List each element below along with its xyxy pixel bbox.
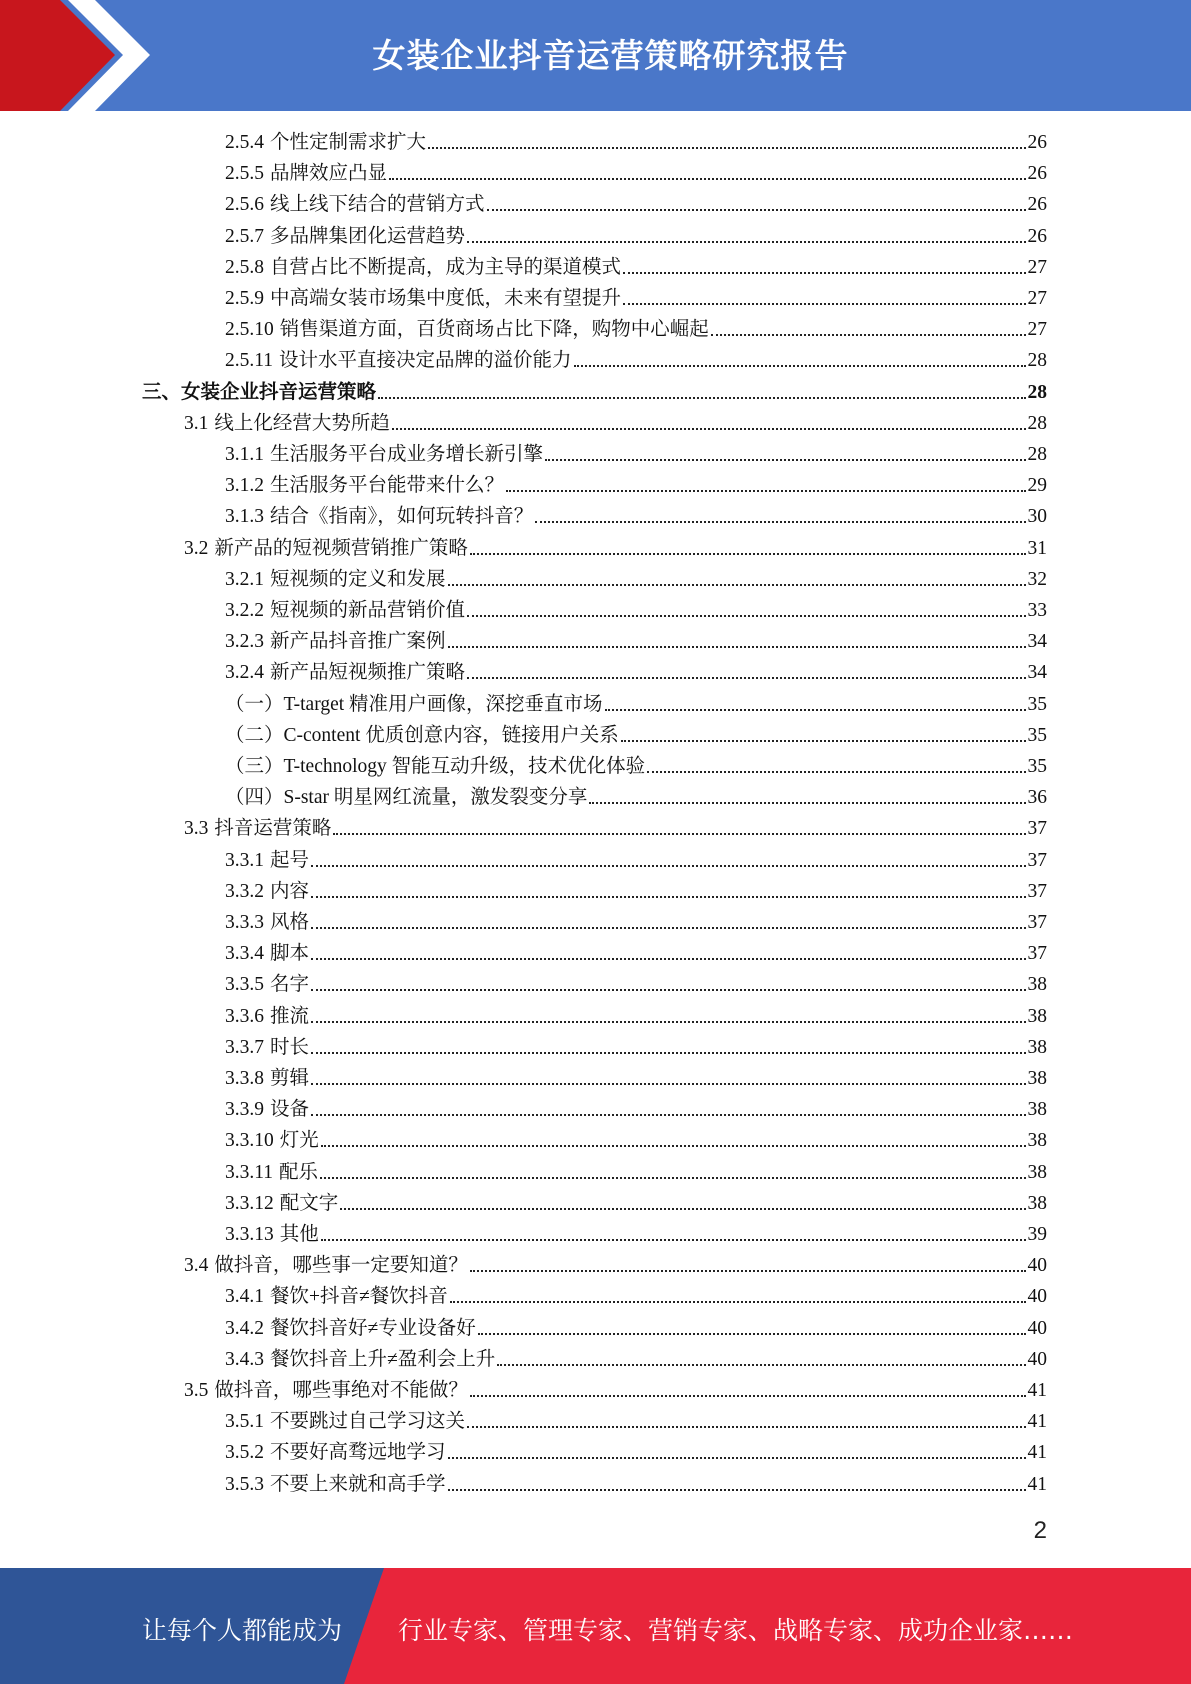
toc-entry[interactable]: [225, 782, 1047, 813]
toc-entry-label: [225, 1469, 446, 1500]
toc-entry[interactable]: [225, 845, 1047, 876]
toc-entry-number: 2.5.10: [225, 319, 274, 340]
toc-entry-label: [225, 876, 309, 907]
toc-leader-dots: [450, 1301, 1026, 1303]
toc-entry-page: 28: [1027, 444, 1047, 465]
footer-slogan-right: 行业专家、管理专家、营销专家、战略专家、成功企业家……: [398, 1616, 1074, 1645]
toc-entry-label: [184, 533, 468, 564]
toc-entry-page: 31: [1027, 538, 1047, 559]
toc-entry-number: 2.5.8: [225, 257, 264, 278]
toc-leader-dots: [623, 303, 1025, 305]
toc-entry-label: [225, 1406, 465, 1437]
toc-entry-page: 38: [1027, 1099, 1047, 1120]
toc-leader-dots: [340, 1208, 1025, 1210]
toc-entry-number: 3.3.10: [225, 1130, 274, 1151]
toc-entry-title: 不要上来就和高手学: [270, 1474, 446, 1495]
toc-entry-title: 其他: [279, 1224, 319, 1245]
toc-entry-page: 41: [1027, 1474, 1047, 1495]
toc-entry-title: （二）C-content 优质创意内容，链接用户关系: [225, 725, 619, 746]
toc-entry-page: 36: [1027, 787, 1047, 808]
toc-entry-title: 新产品的短视频营销推广策略: [214, 538, 468, 559]
toc-entry-label: [225, 314, 709, 345]
toc-entry-title: 线上线下结合的营销方式: [270, 194, 485, 215]
toc-entry-title: 餐饮抖音好≠专业设备好: [270, 1318, 476, 1339]
toc-entry[interactable]: [184, 533, 1047, 564]
toc-entry-title: 短视频的新品营销价值: [270, 600, 466, 621]
toc-leader-dots: [470, 1395, 1026, 1397]
toc-entry-title: 做抖音，哪些事绝对不能做？: [214, 1380, 468, 1401]
toc-entry-page: 37: [1027, 818, 1047, 839]
toc-entry-number: 3.3.8: [225, 1068, 264, 1089]
toc-entry-label: [225, 1001, 309, 1032]
toc-leader-dots: [647, 771, 1025, 773]
toc-entry-number: 3.5: [184, 1380, 209, 1401]
toc-entry-title: 结合《指南》，如何玩转抖音？: [270, 506, 534, 527]
toc-entry[interactable]: [225, 345, 1047, 376]
toc-entry-label: [225, 720, 619, 751]
toc-entry-page: 26: [1027, 132, 1047, 153]
toc-entry[interactable]: [225, 1188, 1047, 1219]
toc-entry-label: [225, 626, 446, 657]
toc-leader-dots: [478, 1333, 1026, 1335]
toc-leader-dots: [487, 209, 1026, 211]
toc-entry-number: 3.4.3: [225, 1349, 264, 1370]
toc-entry-page: 38: [1027, 1006, 1047, 1027]
toc-entry-number: 3.3.1: [225, 850, 264, 871]
toc-entry-page: 38: [1027, 1037, 1047, 1058]
toc-entry-title: 餐饮+抖音≠餐饮抖音: [270, 1286, 448, 1307]
toc-leader-dots: [467, 677, 1025, 679]
toc-entry-number: 2.5.4: [225, 132, 264, 153]
toc-entry[interactable]: [225, 314, 1047, 345]
toc-entry-number: 2.5.11: [225, 350, 274, 371]
toc-entry-page: 38: [1027, 1130, 1047, 1151]
toc-entry[interactable]: [225, 657, 1047, 688]
toc-leader-dots: [311, 1052, 1025, 1054]
footer-slogan-left: 让每个人都能成为: [142, 1616, 343, 1645]
toc-entry[interactable]: [225, 595, 1047, 626]
toc-entry-label: [225, 158, 387, 189]
toc-entry-number: 3.3.13: [225, 1224, 274, 1245]
toc-entry[interactable]: [225, 1437, 1047, 1468]
toc-entry-title: 风格: [270, 912, 310, 933]
toc-entry-label: [225, 1063, 309, 1094]
toc-entry-title: 新产品短视频推广策略: [270, 662, 466, 683]
toc-entry-page: 37: [1027, 912, 1047, 933]
toc-leader-dots: [378, 397, 1025, 399]
toc-entry-page: 28: [1027, 413, 1047, 434]
toc-entry-label: [225, 1437, 446, 1468]
toc-entry-page: 39: [1027, 1224, 1047, 1245]
toc-entry-title: 配乐: [279, 1162, 319, 1183]
toc-entry-title: 中高端女装市场集中度低，未来有望提升: [270, 288, 622, 309]
toc-entry-label: [225, 252, 621, 283]
toc-entry[interactable]: [225, 1125, 1047, 1156]
toc-entry-title: 短视频的定义和发展: [270, 569, 446, 590]
toc-entry-label: [225, 127, 426, 158]
toc-entry-page: 32: [1027, 569, 1047, 590]
toc-entry-label: [225, 1032, 309, 1063]
toc-entry[interactable]: [225, 127, 1047, 158]
toc-entry-page: 41: [1027, 1442, 1047, 1463]
toc-leader-dots: [321, 1239, 1026, 1241]
toc-entry-page: 26: [1027, 163, 1047, 184]
toc-entry-label: [225, 1219, 319, 1250]
toc-leader-dots: [311, 1021, 1025, 1023]
toc-leader-dots: [497, 1364, 1025, 1366]
toc-entry-page: 28: [1027, 350, 1047, 371]
toc-entry[interactable]: [225, 1406, 1047, 1437]
document-title: 女装企业抖音运营策略研究报告: [372, 36, 849, 75]
toc-entry-title: 配文字: [279, 1193, 339, 1214]
toc-entry[interactable]: [142, 377, 1047, 408]
toc-leader-dots: [392, 428, 1026, 430]
toc-leader-dots: [470, 553, 1026, 555]
toc-entry[interactable]: [225, 938, 1047, 969]
toc-entry-label: [225, 564, 446, 595]
toc-entry-label: [225, 1125, 319, 1156]
toc-entry-title: （三）T-technology 智能互动升级，技术优化体验: [225, 756, 646, 777]
toc-entry-title: 餐饮抖音上升≠盈利会上升: [270, 1349, 496, 1370]
toc-entry-label: [184, 1250, 468, 1281]
toc-entry-label: [225, 657, 465, 688]
toc-entry-number: 3.1.2: [225, 475, 264, 496]
toc-entry-title: 三、女装企业抖音运营策略: [142, 382, 377, 403]
toc-entry-label: [184, 813, 331, 844]
toc-entry-number: 3.3.7: [225, 1037, 264, 1058]
toc-entry[interactable]: [225, 1157, 1047, 1188]
toc-leader-dots: [621, 740, 1026, 742]
toc-entry[interactable]: [225, 1032, 1047, 1063]
footer-banner: [0, 1568, 1191, 1684]
toc-entry-label: [225, 595, 465, 626]
toc-leader-dots: [428, 147, 1025, 149]
toc-leader-dots: [311, 927, 1025, 929]
toc-entry-page: 27: [1027, 288, 1047, 309]
toc-entry-label: [225, 1344, 495, 1375]
toc-leader-dots: [448, 584, 1026, 586]
toc-entry[interactable]: [225, 221, 1047, 252]
toc-entry-page: 35: [1027, 756, 1047, 777]
toc-entry-title: 新产品抖音推广案例: [270, 631, 446, 652]
toc-entry[interactable]: [225, 189, 1047, 220]
toc-entry-number: 3.2.2: [225, 600, 264, 621]
toc-entry-title: 线上化经营大势所趋: [214, 413, 390, 434]
toc-entry-page: 28: [1027, 382, 1047, 403]
toc-entry-page: 41: [1027, 1411, 1047, 1432]
toc-entry-title: 不要好高骛远地学习: [270, 1442, 446, 1463]
page-number: 2: [1033, 1517, 1047, 1544]
toc-entry-label: [225, 969, 309, 1000]
toc-entry-number: 3.5.3: [225, 1474, 264, 1495]
toc-entry-page: 40: [1027, 1349, 1047, 1370]
toc-entry-label: [225, 1157, 318, 1188]
toc-entry-title: （四）S-star 明星网红流量，激发裂变分享: [225, 787, 588, 808]
toc-entry-number: 3.5.1: [225, 1411, 264, 1432]
toc-entry-label: [225, 189, 485, 220]
toc-entry-number: 3.3.4: [225, 943, 264, 964]
header-banner: [0, 0, 1191, 111]
toc-entry-label: [225, 689, 603, 720]
toc-leader-dots: [605, 709, 1026, 711]
toc-entry-title: （一）T-target 精准用户画像，深挖垂直市场: [225, 694, 603, 715]
toc-entry-number: 3.5.2: [225, 1442, 264, 1463]
toc-entry-page: 37: [1027, 943, 1047, 964]
toc-entry-page: 33: [1027, 600, 1047, 621]
toc-entry-number: 2.5.6: [225, 194, 264, 215]
toc-entry-title: 不要跳过自己学习这关: [270, 1411, 466, 1432]
toc-entry-label: [142, 377, 376, 408]
toc-entry-title: 推流: [270, 1006, 310, 1027]
toc-leader-dots: [448, 1457, 1026, 1459]
toc-entry[interactable]: [184, 813, 1047, 844]
toc-entry[interactable]: [225, 501, 1047, 532]
toc-leader-dots: [321, 1145, 1026, 1147]
toc-entry-title: 多品牌集团化运营趋势: [270, 226, 466, 247]
toc-entry-label: [225, 938, 309, 969]
toc-entry[interactable]: [225, 1063, 1047, 1094]
toc-leader-dots: [545, 459, 1025, 461]
toc-entry-number: 3.1.3: [225, 506, 264, 527]
toc-entry-label: [225, 751, 645, 782]
toc-entry-page: 40: [1027, 1286, 1047, 1307]
toc-entry-page: 34: [1027, 662, 1047, 683]
toc-entry-title: 生活服务平台能带来什么？: [270, 475, 505, 496]
toc-leader-dots: [448, 1489, 1026, 1491]
toc-entry-title: 内容: [270, 881, 310, 902]
toc-entry-number: 3.2.3: [225, 631, 264, 652]
toc-entry-page: 38: [1027, 1162, 1047, 1183]
toc-entry-number: 3.3.9: [225, 1099, 264, 1120]
toc-entry-page: 27: [1027, 257, 1047, 278]
toc-entry-label: [225, 345, 572, 376]
toc-entry[interactable]: [225, 1001, 1047, 1032]
toc-entry-page: 37: [1027, 850, 1047, 871]
toc-leader-dots: [467, 615, 1025, 617]
toc-entry-page: 27: [1027, 319, 1047, 340]
toc-leader-dots: [311, 865, 1025, 867]
toc-entry-number: 3.3.11: [225, 1162, 274, 1183]
toc-entry-label: [225, 501, 533, 532]
toc-entry-page: 40: [1027, 1255, 1047, 1276]
toc-entry-title: 个性定制需求扩大: [270, 132, 427, 153]
toc-entry-page: 37: [1027, 881, 1047, 902]
toc-leader-dots: [311, 958, 1025, 960]
toc-leader-dots: [448, 646, 1026, 648]
toc-entry-label: [225, 283, 621, 314]
toc-entry[interactable]: [225, 969, 1047, 1000]
toc-leader-dots: [470, 1270, 1026, 1272]
toc-entry-number: 3.4.1: [225, 1286, 264, 1307]
toc-entry-label: [184, 1375, 468, 1406]
toc-entry-number: 3.3.2: [225, 881, 264, 902]
toc-entry[interactable]: [225, 283, 1047, 314]
toc-entry-label: [184, 408, 390, 439]
toc-entry-title: 剪辑: [270, 1068, 310, 1089]
toc-entry-page: 40: [1027, 1318, 1047, 1339]
toc-entry-number: 3.4.2: [225, 1318, 264, 1339]
toc-entry-page: 38: [1027, 974, 1047, 995]
toc-entry-label: [225, 1094, 309, 1125]
toc-entry-title: 品牌效应凸显: [270, 163, 388, 184]
toc-leader-dots: [467, 1426, 1025, 1428]
toc-entry-label: [225, 907, 309, 938]
toc-entry-title: 脚本: [270, 943, 310, 964]
toc-entry[interactable]: [225, 751, 1047, 782]
toc-entry-label: [225, 845, 309, 876]
toc-entry-number: 3.2: [184, 538, 209, 559]
toc-entry-number: 3.2.4: [225, 662, 264, 683]
toc-entry[interactable]: [225, 720, 1047, 751]
toc-leader-dots: [311, 1114, 1025, 1116]
toc-entry-title: 生活服务平台成业务增长新引擎: [270, 444, 544, 465]
toc-leader-dots: [623, 272, 1025, 274]
toc-entry-page: 26: [1027, 194, 1047, 215]
toc-entry[interactable]: [184, 1250, 1047, 1281]
toc-leader-dots: [711, 334, 1026, 336]
toc-entry-title: 设计水平直接决定品牌的溢价能力: [279, 350, 572, 371]
toc-entry-label: [225, 1281, 448, 1312]
toc-entry-page: 26: [1027, 226, 1047, 247]
toc-leader-dots: [506, 490, 1025, 492]
toc-entry[interactable]: [184, 1375, 1047, 1406]
toc-entry-title: 做抖音，哪些事一定要知道？: [214, 1255, 468, 1276]
toc-leader-dots: [589, 802, 1025, 804]
toc-entry-title: 抖音运营策略: [214, 818, 332, 839]
toc-entry[interactable]: [225, 1313, 1047, 1344]
toc-entry-page: 30: [1027, 506, 1047, 527]
toc-entry-page: 29: [1027, 475, 1047, 496]
toc-entry-label: [225, 470, 504, 501]
toc-entry-page: 38: [1027, 1193, 1047, 1214]
toc-entry[interactable]: [225, 564, 1047, 595]
toc-entry[interactable]: [225, 158, 1047, 189]
toc-entry-title: 起号: [270, 850, 310, 871]
toc-entry[interactable]: [225, 1469, 1047, 1500]
toc-entry-label: [225, 439, 543, 470]
toc-entry[interactable]: [225, 1344, 1047, 1375]
toc-leader-dots: [535, 521, 1025, 523]
toc-entry-page: 41: [1027, 1380, 1047, 1401]
toc-entry[interactable]: [225, 1281, 1047, 1312]
toc-entry[interactable]: [225, 907, 1047, 938]
toc-entry[interactable]: [225, 876, 1047, 907]
toc-entry-number: 3.3.5: [225, 974, 264, 995]
toc-entry-number: 3.3.3: [225, 912, 264, 933]
toc-leader-dots: [311, 989, 1025, 991]
toc-leader-dots: [467, 241, 1025, 243]
toc-entry-number: 2.5.5: [225, 163, 264, 184]
toc-entry-title: 时长: [270, 1037, 310, 1058]
toc-entry[interactable]: [225, 470, 1047, 501]
toc-entry[interactable]: [184, 408, 1047, 439]
toc-entry[interactable]: [225, 689, 1047, 720]
toc-entry-title: 设备: [270, 1099, 310, 1120]
toc-entry-label: [225, 1188, 338, 1219]
toc-entry-label: [225, 221, 465, 252]
toc-entry-title: 名字: [270, 974, 310, 995]
toc-leader-dots: [574, 365, 1026, 367]
toc-entry[interactable]: [225, 252, 1047, 283]
toc-leader-dots: [320, 1177, 1025, 1179]
toc-entry-page: 38: [1027, 1068, 1047, 1089]
toc-entry-title: 销售渠道方面，百货商场占比下降，购物中心崛起: [279, 319, 709, 340]
toc-entry[interactable]: [225, 439, 1047, 470]
toc-entry[interactable]: [225, 1094, 1047, 1125]
toc-entry-number: 3.3: [184, 818, 209, 839]
toc-leader-dots: [311, 896, 1025, 898]
toc-entry-page: 35: [1027, 694, 1047, 715]
toc-leader-dots: [333, 833, 1025, 835]
toc-entry-page: 35: [1027, 725, 1047, 746]
toc-entry-number: 3.4: [184, 1255, 209, 1276]
toc-entry-number: 3.1: [184, 413, 209, 434]
toc-entry-title: 自营占比不断提高，成为主导的渠道模式: [270, 257, 622, 278]
toc-entry-number: 3.3.12: [225, 1193, 274, 1214]
toc-entry-number: 3.2.1: [225, 569, 264, 590]
toc-entry-number: 2.5.7: [225, 226, 264, 247]
toc-entry-page: 34: [1027, 631, 1047, 652]
toc-entry-title: 灯光: [279, 1130, 319, 1151]
toc-entry-label: [225, 782, 587, 813]
toc-entry-number: 2.5.9: [225, 288, 264, 309]
toc-entry-label: [225, 1313, 476, 1344]
toc-leader-dots: [389, 178, 1025, 180]
toc-entry[interactable]: [225, 1219, 1047, 1250]
toc-entry-number: 3.1.1: [225, 444, 264, 465]
toc-leader-dots: [311, 1083, 1025, 1085]
toc-entry[interactable]: [225, 626, 1047, 657]
toc-entry-number: 3.3.6: [225, 1006, 264, 1027]
